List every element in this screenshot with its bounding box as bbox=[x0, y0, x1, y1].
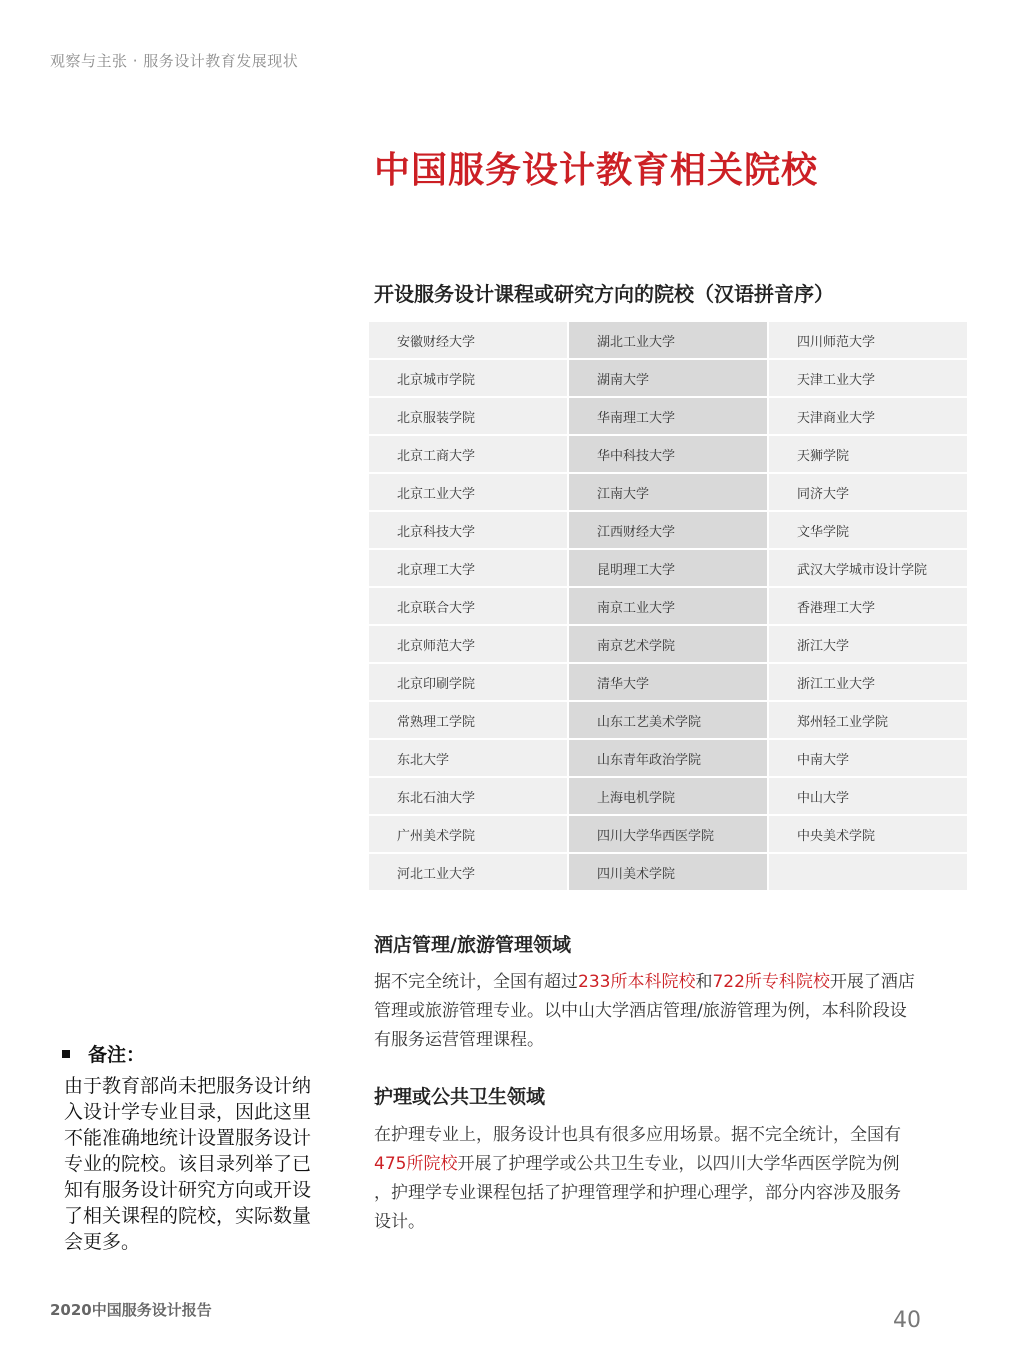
schools-column-1 bbox=[369, 322, 567, 892]
schools-table bbox=[369, 322, 967, 892]
school-cell: 天狮学院 bbox=[769, 436, 967, 472]
nursing-text: 开展了护理学或公共卫生专业，以四川大学华西医学院为例 bbox=[457, 1154, 900, 1174]
school-cell: 上海电机学院 bbox=[569, 778, 767, 814]
school-cell: 清华大学 bbox=[569, 664, 767, 700]
school-cell: 同济大学 bbox=[769, 474, 967, 510]
nursing-line-4: 设计。 bbox=[374, 1212, 425, 1232]
note-line: 由于教育部尚未把服务设计纳 bbox=[64, 1075, 312, 1097]
school-cell: 天津商业大学 bbox=[769, 398, 967, 434]
nursing-paragraph bbox=[374, 1121, 974, 1237]
school-cell: 南京艺术学院 bbox=[569, 626, 767, 662]
school-cell: 昆明理工大学 bbox=[569, 550, 767, 586]
school-cell: 北京服装学院 bbox=[369, 398, 567, 434]
hotel-line-2: 管理或旅游管理专业。以中山大学酒店管理/旅游管理为例，本科阶段设 bbox=[374, 1001, 907, 1021]
school-cell: 浙江大学 bbox=[769, 626, 967, 662]
note-line: 入设计学专业目录，因此这里 bbox=[64, 1101, 312, 1123]
school-cell: 北京联合大学 bbox=[369, 588, 567, 624]
school-cell: 湖南大学 bbox=[569, 360, 767, 396]
hotel-line-3: 有服务运营管理课程。 bbox=[374, 1030, 544, 1050]
school-cell: 天津工业大学 bbox=[769, 360, 967, 396]
school-cell: 华南理工大学 bbox=[569, 398, 767, 434]
note-body bbox=[64, 1073, 344, 1255]
hotel-text: 据不完全统计，全国有超过 bbox=[374, 972, 578, 992]
report-name: 2020中国服务设计报告 bbox=[50, 1301, 212, 1319]
page-title: 中国服务设计教育相关院校 bbox=[374, 150, 819, 191]
school-cell: 中山大学 bbox=[769, 778, 967, 814]
table-subtitle: 开设服务设计课程或研究方向的院校（汉语拼音序） bbox=[374, 282, 834, 306]
school-cell: 河北工业大学 bbox=[369, 854, 567, 890]
school-cell: 常熟理工学院 bbox=[369, 702, 567, 738]
school-cell: 江西财经大学 bbox=[569, 512, 767, 548]
school-cell: 东北大学 bbox=[369, 740, 567, 776]
school-cell: 安徽财经大学 bbox=[369, 322, 567, 358]
school-cell: 东北石油大学 bbox=[369, 778, 567, 814]
school-cell: 文华学院 bbox=[769, 512, 967, 548]
breadcrumb: 观察与主张 · 服务设计教育发展现状 bbox=[50, 52, 299, 70]
note-line: 专业的院校。该目录列举了已 bbox=[64, 1153, 312, 1175]
schools-column-3 bbox=[769, 322, 967, 892]
school-cell: 四川师范大学 bbox=[769, 322, 967, 358]
school-cell: 浙江工业大学 bbox=[769, 664, 967, 700]
school-cell: 北京科技大学 bbox=[369, 512, 567, 548]
nursing-line-3: ，护理学专业课程包括了护理管理学和护理心理学，部分内容涉及服务 bbox=[374, 1183, 901, 1203]
school-cell: 北京城市学院 bbox=[369, 360, 567, 396]
school-cell: 四川大学华西医学院 bbox=[569, 816, 767, 852]
highlight-nursing-count: 475所院校 bbox=[374, 1154, 458, 1174]
note-heading bbox=[62, 1040, 145, 1067]
school-cell: 江南大学 bbox=[569, 474, 767, 510]
school-cell: 南京工业大学 bbox=[569, 588, 767, 624]
note-heading-text: 备注： bbox=[88, 1044, 146, 1066]
schools-column-2 bbox=[569, 322, 767, 892]
nursing-line-2 bbox=[374, 1150, 974, 1179]
hotel-text: 和 bbox=[695, 972, 713, 992]
school-cell: 山东青年政治学院 bbox=[569, 740, 767, 776]
note-line: 了相关课程的院校，实际数量 bbox=[64, 1205, 312, 1227]
hotel-section-title: 酒店管理/旅游管理领域 bbox=[374, 934, 571, 956]
school-cell: 中南大学 bbox=[769, 740, 967, 776]
highlight-undergrad-count: 233所本科院校 bbox=[578, 972, 696, 992]
school-cell: 中央美术学院 bbox=[769, 816, 967, 852]
nursing-line-1: 在护理专业上，服务设计也具有很多应用场景。据不完全统计，全国有 bbox=[374, 1125, 901, 1145]
highlight-college-count: 722所专科院校 bbox=[712, 972, 830, 992]
note-line: 会更多。 bbox=[64, 1231, 141, 1253]
school-cell: 香港理工大学 bbox=[769, 588, 967, 624]
school-cell: 武汉大学城市设计学院 bbox=[769, 550, 967, 586]
note-line: 不能准确地统计设置服务设计 bbox=[64, 1127, 312, 1149]
school-cell: 华中科技大学 bbox=[569, 436, 767, 472]
hotel-line-1 bbox=[374, 968, 974, 997]
school-cell: 北京工业大学 bbox=[369, 474, 567, 510]
page-number: 40 bbox=[893, 1308, 921, 1333]
school-cell: 北京师范大学 bbox=[369, 626, 567, 662]
school-cell: 北京理工大学 bbox=[369, 550, 567, 586]
bullet-icon bbox=[62, 1050, 70, 1058]
school-cell: 广州美术学院 bbox=[369, 816, 567, 852]
hotel-paragraph bbox=[374, 968, 974, 1055]
school-cell: 北京印刷学院 bbox=[369, 664, 567, 700]
nursing-section-title: 护理或公共卫生领域 bbox=[374, 1086, 546, 1108]
hotel-text: 开展了酒店 bbox=[829, 972, 915, 992]
school-cell: 湖北工业大学 bbox=[569, 322, 767, 358]
school-cell: 郑州轻工业学院 bbox=[769, 702, 967, 738]
school-cell: 北京工商大学 bbox=[369, 436, 567, 472]
school-cell: 山东工艺美术学院 bbox=[569, 702, 767, 738]
school-cell: 四川美术学院 bbox=[569, 854, 767, 890]
note-line: 知有服务设计研究方向或开设 bbox=[64, 1179, 312, 1201]
school-cell-empty bbox=[769, 854, 967, 890]
